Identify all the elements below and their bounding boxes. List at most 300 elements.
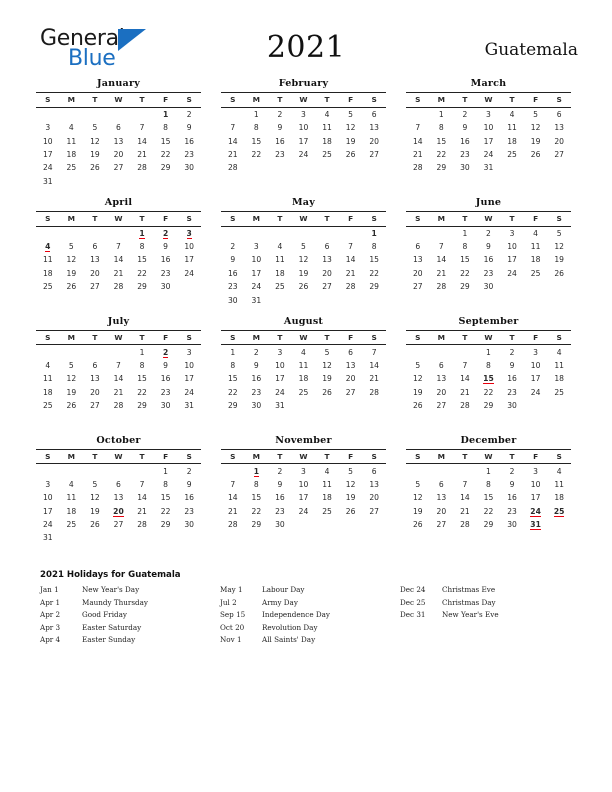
day-cell[interactable]: 25 [42, 282, 53, 292]
day-cell[interactable]: 30 [184, 163, 195, 173]
day-cell[interactable]: 12 [322, 361, 332, 370]
day-cell[interactable]: 6 [438, 361, 444, 370]
day-cell[interactable]: 28 [227, 163, 238, 173]
day-cell[interactable]: 14 [137, 493, 147, 503]
day-cell[interactable]: 8 [371, 242, 377, 252]
day-cell[interactable]: 10 [184, 361, 195, 370]
day-cell[interactable]: 26 [90, 520, 100, 530]
day-cell[interactable]: 16 [483, 255, 494, 265]
day-cell[interactable]: 21 [345, 268, 356, 278]
day-cell[interactable]: 26 [554, 268, 565, 278]
day-cell[interactable]: 17 [507, 255, 517, 265]
day-cell[interactable]: 10 [507, 242, 517, 252]
day-cell[interactable]: 19 [66, 387, 77, 397]
day-cell[interactable]: 3 [45, 123, 51, 133]
day-cell[interactable]: 7 [230, 479, 236, 489]
day-cell[interactable]: 28 [460, 520, 470, 530]
day-cell-holiday[interactable]: 2 [162, 347, 169, 357]
day-cell[interactable]: 13 [369, 123, 380, 133]
day-cell[interactable]: 5 [324, 347, 330, 357]
day-cell[interactable]: 30 [507, 401, 517, 411]
day-cell[interactable]: 23 [275, 149, 285, 159]
day-cell[interactable]: 23 [227, 282, 238, 292]
day-cell[interactable]: 23 [460, 149, 470, 159]
day-cell[interactable]: 28 [460, 401, 470, 411]
day-cell[interactable]: 1 [230, 347, 236, 357]
day-cell[interactable]: 14 [460, 374, 470, 384]
day-cell[interactable]: 4 [45, 361, 51, 370]
day-cell[interactable]: 13 [90, 255, 100, 265]
day-cell[interactable]: 5 [68, 242, 74, 252]
day-cell-holiday[interactable]: 3 [186, 228, 192, 238]
day-cell[interactable]: 9 [230, 255, 236, 265]
day-cell[interactable]: 1 [163, 466, 169, 476]
day-cell[interactable]: 23 [184, 149, 195, 159]
day-cell[interactable]: 8 [163, 123, 169, 133]
day-cell[interactable]: 22 [436, 149, 447, 159]
day-cell[interactable]: 29 [483, 401, 494, 411]
day-cell[interactable]: 8 [438, 123, 444, 133]
day-cell[interactable]: 19 [554, 255, 565, 265]
day-cell[interactable]: 31 [275, 401, 285, 411]
day-cell[interactable]: 8 [486, 361, 491, 370]
day-cell[interactable]: 29 [460, 282, 470, 292]
day-cell[interactable]: 4 [68, 479, 74, 489]
day-cell[interactable]: 30 [160, 282, 171, 292]
day-cell[interactable]: 14 [227, 136, 238, 146]
day-cell[interactable]: 8 [462, 242, 468, 252]
day-cell[interactable]: 16 [160, 374, 171, 384]
day-cell[interactable]: 19 [66, 268, 77, 278]
day-cell[interactable]: 20 [345, 374, 356, 384]
day-cell[interactable]: 24 [184, 268, 195, 278]
day-cell-holiday[interactable]: 1 [253, 466, 259, 476]
day-cell[interactable]: 17 [530, 374, 541, 384]
day-cell[interactable]: 9 [186, 123, 192, 133]
day-cell[interactable]: 30 [227, 295, 238, 305]
day-cell[interactable]: 16 [160, 255, 171, 265]
day-cell[interactable]: 12 [298, 255, 309, 265]
day-cell[interactable]: 27 [113, 163, 124, 173]
day-cell[interactable]: 16 [184, 493, 195, 503]
day-cell[interactable]: 28 [436, 282, 447, 292]
day-cell[interactable]: 9 [486, 242, 491, 252]
day-cell[interactable]: 27 [369, 149, 380, 159]
day-cell[interactable]: 14 [113, 374, 124, 384]
day-cell[interactable]: 7 [116, 242, 121, 252]
day-cell[interactable]: 22 [483, 506, 494, 516]
day-cell[interactable]: 18 [507, 136, 517, 146]
day-cell[interactable]: 6 [92, 361, 98, 370]
day-cell[interactable]: 25 [66, 163, 77, 173]
day-cell[interactable]: 26 [345, 149, 356, 159]
day-cell[interactable]: 12 [345, 479, 356, 489]
day-cell[interactable]: 25 [507, 149, 517, 159]
day-cell[interactable]: 9 [186, 479, 192, 489]
day-cell[interactable]: 26 [298, 282, 309, 292]
day-cell[interactable]: 18 [298, 374, 309, 384]
day-cell[interactable]: 11 [298, 361, 309, 370]
day-cell[interactable]: 16 [460, 136, 470, 146]
day-cell[interactable]: 11 [42, 255, 53, 265]
day-cell[interactable]: 6 [371, 109, 377, 119]
day-cell[interactable]: 22 [137, 268, 147, 278]
day-cell[interactable]: 17 [184, 255, 195, 265]
day-cell[interactable]: 27 [113, 520, 124, 530]
day-cell-holiday[interactable]: 24 [530, 506, 541, 516]
day-cell[interactable]: 14 [460, 493, 470, 503]
day-cell[interactable]: 11 [66, 493, 77, 503]
day-cell[interactable]: 18 [42, 387, 53, 397]
day-cell[interactable]: 10 [251, 255, 262, 265]
day-cell[interactable]: 3 [301, 109, 306, 119]
day-cell[interactable]: 25 [530, 268, 541, 278]
day-cell[interactable]: 22 [251, 149, 262, 159]
day-cell[interactable]: 6 [348, 347, 354, 357]
day-cell[interactable]: 15 [369, 255, 380, 265]
day-cell[interactable]: 24 [530, 387, 541, 397]
day-cell[interactable]: 15 [227, 374, 238, 384]
day-cell[interactable]: 5 [415, 479, 421, 489]
day-cell[interactable]: 6 [324, 242, 330, 252]
day-cell[interactable]: 5 [92, 123, 98, 133]
day-cell[interactable]: 13 [369, 479, 380, 489]
day-cell[interactable]: 18 [66, 506, 77, 516]
day-cell[interactable]: 4 [509, 109, 515, 119]
day-cell[interactable]: 4 [324, 466, 330, 476]
day-cell[interactable]: 18 [66, 149, 77, 159]
day-cell[interactable]: 19 [530, 136, 541, 146]
day-cell[interactable]: 11 [322, 123, 332, 133]
day-cell[interactable]: 25 [275, 282, 285, 292]
day-cell[interactable]: 4 [533, 228, 539, 238]
day-cell[interactable]: 16 [184, 136, 195, 146]
day-cell[interactable]: 24 [507, 268, 517, 278]
day-cell[interactable]: 14 [227, 493, 238, 503]
day-cell[interactable]: 1 [139, 347, 145, 357]
day-cell[interactable]: 1 [486, 466, 491, 476]
day-cell[interactable]: 1 [462, 228, 468, 238]
day-cell[interactable]: 21 [436, 268, 447, 278]
day-cell[interactable]: 7 [438, 242, 444, 252]
day-cell[interactable]: 5 [348, 109, 354, 119]
day-cell[interactable]: 20 [369, 493, 380, 503]
day-cell[interactable]: 30 [184, 520, 195, 530]
day-cell[interactable]: 24 [42, 163, 53, 173]
day-cell[interactable]: 2 [462, 109, 468, 119]
day-cell-holiday[interactable]: 2 [162, 228, 169, 238]
day-cell[interactable]: 21 [227, 149, 238, 159]
day-cell[interactable]: 2 [277, 466, 283, 476]
day-cell[interactable]: 26 [66, 282, 77, 292]
day-cell[interactable]: 22 [483, 387, 494, 397]
day-cell[interactable]: 28 [137, 163, 147, 173]
day-cell[interactable]: 15 [137, 255, 147, 265]
day-cell[interactable]: 14 [345, 255, 356, 265]
day-cell[interactable]: 21 [137, 149, 147, 159]
day-cell[interactable]: 30 [160, 401, 171, 411]
day-cell[interactable]: 21 [113, 387, 124, 397]
day-cell[interactable]: 24 [42, 520, 53, 530]
day-cell[interactable]: 12 [66, 374, 77, 384]
day-cell[interactable]: 18 [554, 374, 565, 384]
day-cell[interactable]: 13 [412, 255, 423, 265]
day-cell[interactable]: 28 [345, 282, 356, 292]
day-cell[interactable]: 21 [412, 149, 423, 159]
day-cell[interactable]: 8 [253, 479, 259, 489]
day-cell[interactable]: 13 [90, 374, 100, 384]
day-cell[interactable]: 27 [90, 282, 100, 292]
day-cell[interactable]: 10 [42, 493, 53, 503]
day-cell[interactable]: 23 [483, 268, 494, 278]
day-cell[interactable]: 17 [42, 149, 53, 159]
day-cell[interactable]: 20 [90, 387, 100, 397]
day-cell[interactable]: 3 [253, 242, 259, 252]
day-cell[interactable]: 28 [137, 520, 147, 530]
day-cell[interactable]: 22 [160, 149, 171, 159]
day-cell[interactable]: 31 [42, 533, 53, 543]
day-cell[interactable]: 21 [227, 506, 238, 516]
day-cell[interactable]: 15 [251, 136, 262, 146]
day-cell[interactable]: 20 [90, 268, 100, 278]
day-cell[interactable]: 7 [462, 479, 468, 489]
day-cell[interactable]: 18 [322, 136, 332, 146]
day-cell[interactable]: 14 [137, 136, 147, 146]
day-cell[interactable]: 19 [412, 387, 423, 397]
day-cell[interactable]: 13 [345, 361, 356, 370]
day-cell[interactable]: 24 [275, 387, 285, 397]
day-cell[interactable]: 3 [509, 228, 515, 238]
day-cell[interactable]: 21 [460, 506, 470, 516]
day-cell[interactable]: 27 [554, 149, 565, 159]
day-cell[interactable]: 19 [90, 506, 100, 516]
day-cell[interactable]: 3 [277, 347, 283, 357]
day-cell[interactable]: 12 [90, 493, 100, 503]
day-cell[interactable]: 30 [483, 282, 494, 292]
day-cell[interactable]: 9 [462, 123, 468, 133]
day-cell[interactable]: 8 [139, 242, 145, 252]
day-cell[interactable]: 3 [486, 109, 491, 119]
day-cell[interactable]: 15 [160, 493, 171, 503]
day-cell[interactable]: 27 [90, 401, 100, 411]
day-cell[interactable]: 22 [460, 268, 470, 278]
day-cell[interactable]: 22 [251, 506, 262, 516]
day-cell[interactable]: 2 [253, 347, 259, 357]
day-cell[interactable]: 20 [113, 149, 124, 159]
day-cell[interactable]: 3 [45, 479, 51, 489]
day-cell[interactable]: 26 [90, 163, 100, 173]
day-cell[interactable]: 23 [160, 387, 171, 397]
day-cell[interactable]: 31 [184, 401, 195, 411]
day-cell[interactable]: 21 [137, 506, 147, 516]
day-cell[interactable]: 29 [137, 401, 147, 411]
day-cell[interactable]: 19 [90, 149, 100, 159]
day-cell[interactable]: 9 [509, 361, 515, 370]
day-cell[interactable]: 17 [184, 374, 195, 384]
day-cell[interactable]: 3 [186, 347, 192, 357]
day-cell[interactable]: 11 [322, 479, 332, 489]
day-cell[interactable]: 6 [438, 479, 444, 489]
day-cell[interactable]: 17 [275, 374, 285, 384]
day-cell[interactable]: 22 [137, 387, 147, 397]
day-cell[interactable]: 10 [298, 123, 309, 133]
day-cell[interactable]: 11 [42, 374, 53, 384]
day-cell[interactable]: 29 [483, 520, 494, 530]
day-cell-holiday[interactable]: 1 [162, 109, 169, 119]
day-cell[interactable]: 13 [113, 136, 124, 146]
day-cell[interactable]: 9 [277, 123, 283, 133]
day-cell[interactable]: 9 [163, 361, 169, 370]
day-cell[interactable]: 1 [253, 109, 259, 119]
day-cell[interactable]: 14 [436, 255, 447, 265]
day-cell[interactable]: 24 [298, 149, 309, 159]
day-cell[interactable]: 4 [277, 242, 283, 252]
day-cell[interactable]: 8 [486, 479, 491, 489]
day-cell[interactable]: 2 [509, 466, 515, 476]
day-cell[interactable]: 19 [345, 136, 356, 146]
day-cell[interactable]: 23 [184, 506, 195, 516]
day-cell[interactable]: 7 [371, 347, 377, 357]
day-cell[interactable]: 3 [533, 466, 539, 476]
day-cell[interactable]: 7 [230, 123, 236, 133]
day-cell[interactable]: 27 [345, 387, 356, 397]
day-cell[interactable]: 7 [116, 361, 121, 370]
day-cell[interactable]: 8 [163, 479, 169, 489]
day-cell[interactable]: 26 [345, 506, 356, 516]
day-cell[interactable]: 14 [369, 361, 380, 370]
day-cell[interactable]: 25 [298, 387, 309, 397]
day-cell[interactable]: 18 [275, 268, 285, 278]
day-cell[interactable]: 20 [436, 506, 447, 516]
day-cell[interactable]: 3 [533, 347, 539, 357]
day-cell[interactable]: 29 [436, 163, 447, 173]
day-cell[interactable]: 2 [509, 347, 515, 357]
day-cell[interactable]: 10 [298, 479, 309, 489]
day-cell[interactable]: 6 [415, 242, 421, 252]
day-cell[interactable]: 5 [533, 109, 539, 119]
day-cell[interactable]: 15 [483, 493, 494, 503]
day-cell[interactable]: 29 [160, 520, 171, 530]
day-cell[interactable]: 12 [90, 136, 100, 146]
day-cell[interactable]: 14 [412, 136, 423, 146]
day-cell[interactable]: 11 [530, 242, 541, 252]
day-cell[interactable]: 8 [230, 361, 236, 370]
day-cell[interactable]: 19 [345, 493, 356, 503]
day-cell[interactable]: 10 [42, 136, 53, 146]
day-cell[interactable]: 17 [298, 136, 309, 146]
day-cell[interactable]: 10 [530, 361, 541, 370]
day-cell[interactable]: 24 [251, 282, 262, 292]
day-cell[interactable]: 17 [298, 493, 309, 503]
day-cell[interactable]: 12 [66, 255, 77, 265]
day-cell[interactable]: 7 [139, 123, 145, 133]
day-cell[interactable]: 22 [227, 387, 238, 397]
day-cell[interactable]: 31 [483, 163, 494, 173]
day-cell[interactable]: 19 [322, 374, 332, 384]
day-cell[interactable]: 23 [507, 387, 517, 397]
day-cell[interactable]: 6 [116, 123, 121, 133]
day-cell[interactable]: 4 [556, 466, 562, 476]
day-cell[interactable]: 16 [275, 136, 285, 146]
day-cell[interactable]: 18 [554, 493, 565, 503]
day-cell[interactable]: 23 [507, 506, 517, 516]
day-cell[interactable]: 13 [436, 374, 447, 384]
day-cell[interactable]: 9 [163, 242, 169, 252]
day-cell[interactable]: 9 [509, 479, 515, 489]
day-cell[interactable]: 29 [137, 282, 147, 292]
day-cell[interactable]: 24 [298, 506, 309, 516]
day-cell[interactable]: 15 [160, 136, 171, 146]
day-cell[interactable]: 25 [554, 387, 565, 397]
day-cell[interactable]: 31 [251, 295, 262, 305]
day-cell[interactable]: 4 [324, 109, 330, 119]
day-cell[interactable]: 29 [160, 163, 171, 173]
day-cell[interactable]: 2 [277, 109, 283, 119]
day-cell[interactable]: 22 [160, 506, 171, 516]
day-cell[interactable]: 18 [530, 255, 541, 265]
day-cell[interactable]: 27 [412, 282, 423, 292]
day-cell[interactable]: 29 [369, 282, 380, 292]
day-cell[interactable]: 11 [66, 136, 77, 146]
day-cell[interactable]: 15 [436, 136, 447, 146]
day-cell[interactable]: 5 [92, 479, 98, 489]
day-cell[interactable]: 29 [227, 401, 238, 411]
day-cell[interactable]: 4 [301, 347, 306, 357]
day-cell[interactable]: 1 [486, 347, 491, 357]
day-cell[interactable]: 14 [113, 255, 124, 265]
day-cell[interactable]: 16 [507, 493, 517, 503]
day-cell[interactable]: 20 [369, 136, 380, 146]
day-cell[interactable]: 26 [322, 387, 332, 397]
day-cell[interactable]: 17 [530, 493, 541, 503]
day-cell[interactable]: 20 [322, 268, 332, 278]
day-cell[interactable]: 29 [251, 520, 262, 530]
day-cell[interactable]: 15 [251, 493, 262, 503]
day-cell[interactable]: 26 [66, 401, 77, 411]
day-cell[interactable]: 5 [556, 228, 562, 238]
day-cell[interactable]: 12 [345, 123, 356, 133]
day-cell[interactable]: 27 [436, 401, 447, 411]
day-cell[interactable]: 20 [554, 136, 565, 146]
day-cell[interactable]: 25 [42, 401, 53, 411]
day-cell[interactable]: 28 [227, 520, 238, 530]
day-cell-holiday[interactable]: 31 [530, 520, 541, 530]
day-cell[interactable]: 11 [507, 123, 517, 133]
day-cell[interactable]: 12 [530, 123, 541, 133]
day-cell[interactable]: 1 [438, 109, 444, 119]
day-cell[interactable]: 25 [322, 506, 332, 516]
day-cell[interactable]: 17 [483, 136, 494, 146]
day-cell[interactable]: 5 [301, 242, 306, 252]
day-cell-holiday[interactable]: 25 [553, 506, 565, 516]
day-cell[interactable]: 8 [253, 123, 259, 133]
day-cell-holiday[interactable]: 1 [139, 228, 145, 238]
day-cell[interactable]: 7 [415, 123, 421, 133]
day-cell[interactable]: 13 [436, 493, 447, 503]
day-cell[interactable]: 30 [507, 520, 517, 530]
day-cell[interactable]: 2 [230, 242, 236, 252]
day-cell[interactable]: 4 [556, 347, 562, 357]
day-cell[interactable]: 30 [251, 401, 262, 411]
day-cell[interactable]: 18 [42, 268, 53, 278]
day-cell[interactable]: 24 [483, 149, 494, 159]
day-cell[interactable]: 2 [186, 466, 192, 476]
day-cell[interactable]: 19 [298, 268, 309, 278]
day-cell[interactable]: 12 [554, 242, 565, 252]
day-cell[interactable]: 30 [275, 520, 285, 530]
day-cell[interactable]: 16 [275, 493, 285, 503]
day-cell[interactable]: 10 [275, 361, 285, 370]
